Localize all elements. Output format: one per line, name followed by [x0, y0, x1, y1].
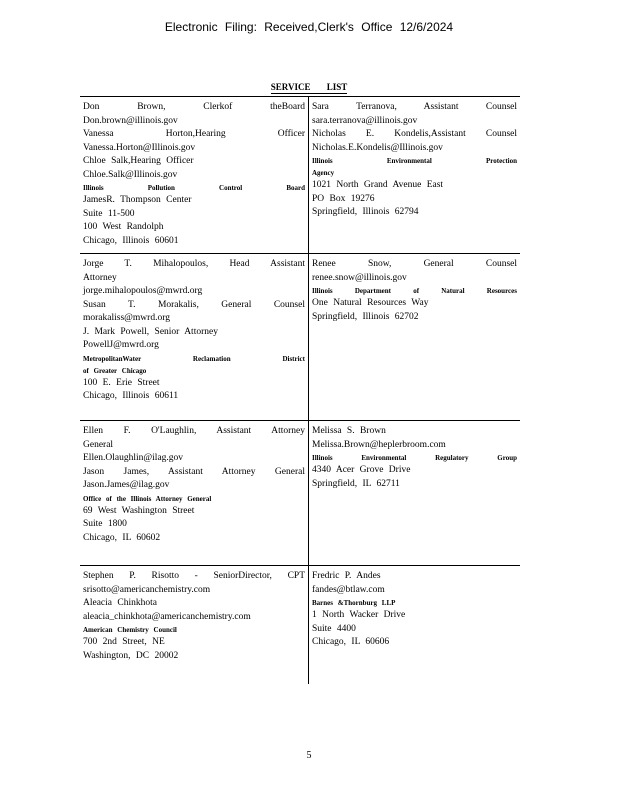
contact-line: Chicago, IL 60606	[312, 637, 390, 647]
contact-line: aleacia_chinkhota@americanchemistry.com	[83, 611, 251, 622]
contact-line: Chloe.Salk@Illinois.gov	[83, 169, 178, 180]
organization-name: Illinois Pollution Control Board	[83, 184, 305, 192]
contact-line: jorge.mihalopoulos@mwrd.org	[83, 286, 203, 296]
contact-line: srisotto@americanchemistry.com	[83, 584, 211, 595]
contact-line: Jason James, Assistant Attorney General	[83, 466, 305, 477]
contact-line: Sara Terranova, Assistant Counsel	[312, 102, 517, 112]
contact-line: Vanessa Horton,Hearing Officer	[83, 129, 305, 139]
contact-line: Susan T. Morakalis, General Counsel	[83, 299, 305, 310]
contact-line: renee.snow@illinois.gov	[312, 272, 407, 283]
contact-line: Nicholas E. Kondelis,Assistant Counsel	[312, 129, 517, 139]
contact-line: Nicholas.E.Kondelis@Illinois.gov	[312, 142, 443, 153]
contact-cell	[309, 566, 521, 685]
contact-cell	[309, 97, 521, 254]
table-row	[80, 97, 520, 254]
organization-name: Barnes &Thornburg LLP	[312, 599, 396, 607]
contact-line: Renee Snow, General Counsel	[312, 259, 517, 269]
contact-line: One Natural Resources Way	[312, 298, 429, 308]
contact-line: Attorney	[83, 272, 117, 283]
contact-line: Jason.James@ilag.gov	[83, 480, 170, 490]
contact-line: Don.brown@illinois.gov	[83, 115, 178, 126]
contact-line: Springfield, IL 62711	[312, 478, 400, 489]
contact-line: Springfield, Illinois 62702	[312, 311, 419, 322]
contact-line: 69 West Washington Street	[83, 505, 195, 516]
service-list-table	[80, 96, 520, 684]
organization-name: Office of the Illinois Attorney General	[83, 494, 212, 503]
contact-line: 4340 Acer Grove Drive	[312, 465, 411, 475]
organization-name: Agency	[312, 169, 335, 177]
contact-line: fandes@btlaw.com	[312, 584, 385, 595]
organization-name: American Chemistry Council	[83, 626, 177, 634]
contact-line: Stephen P. Risotto - SeniorDirector, CPT	[83, 571, 305, 581]
contact-cell	[80, 97, 309, 254]
filing-header: Electronic Filing: Received,Clerk's Office 12/6/2024	[164, 20, 454, 34]
contact-line: J. Mark Powell, Senior Attorney	[83, 326, 218, 337]
contact-line: 1 North Wacker Drive	[312, 610, 406, 620]
contact-line: JamesR. Thompson Center	[83, 195, 192, 205]
contact-line: Chicago, Illinois 60601	[83, 235, 179, 246]
table-row	[80, 566, 520, 685]
table-row	[80, 254, 520, 421]
organization-name: Illinois Department of Natural Resources	[312, 287, 517, 295]
contact-line: Don Brown, Clerkof theBoard	[83, 102, 305, 112]
contact-line: PowellJ@mwrd.org	[83, 340, 159, 350]
contact-cell	[309, 421, 521, 566]
contact-line: Fredric P. Andes	[312, 571, 381, 581]
contact-line: Ellen F. O'Laughlin, Assistant Attorney	[83, 426, 305, 436]
organization-name: MetropolitanWater Reclamation District	[83, 354, 305, 363]
contact-line: Washington, DC 20002	[83, 650, 179, 661]
contact-cell	[309, 254, 521, 421]
contact-line: sara.terranova@illinois.gov	[312, 115, 418, 126]
contact-line: Ellen.Olaughlin@ilag.gov	[83, 453, 184, 463]
contact-line: Suite 11-500	[83, 208, 135, 219]
contact-line: Chicago, IL 60602	[83, 532, 161, 543]
contact-line: 1021 North Grand Avenue East	[312, 180, 444, 190]
contact-line: Melissa.Brown@heplerbroom.com	[312, 439, 446, 450]
organization-name: Illinois Environmental Regulatory Group	[312, 454, 517, 462]
contact-cell	[80, 566, 309, 685]
table-row	[80, 421, 520, 566]
page-number: 5	[306, 750, 312, 761]
contact-line: PO Box 19276	[312, 193, 375, 204]
contact-line: Suite 4400	[312, 623, 356, 634]
contact-line: morakaliss@mwrd.org	[83, 313, 170, 323]
organization-name: of Greater Chicago	[83, 366, 147, 375]
contact-cell	[80, 254, 309, 421]
service-list-title	[0, 82, 618, 92]
contact-line: 100 West Randolph	[83, 222, 164, 232]
contact-line: Vanessa.Horton@Illinois.gov	[83, 142, 196, 153]
contact-line: Springfield, Illinois 62794	[312, 207, 419, 217]
contact-cell	[80, 421, 309, 566]
contact-line: Aleacia Chinkhota	[83, 598, 157, 608]
contact-line: Jorge T. Mihalopoulos, Head Assistant	[83, 259, 305, 269]
contact-line: 700 2nd Street, NE	[83, 637, 165, 647]
contact-line: Chicago, Illinois 60611	[83, 391, 179, 401]
contact-line: Suite 1800	[83, 519, 127, 529]
organization-name: Illinois Environmental Protection	[312, 157, 517, 165]
title-text: SERVICE LIST	[270, 82, 348, 92]
contact-line: Chloe Salk,Hearing Officer	[83, 156, 194, 166]
contact-line: 100 E. Erie Street	[83, 377, 160, 388]
contact-line: General	[83, 439, 114, 450]
contact-line: Melissa S. Brown	[312, 426, 386, 436]
